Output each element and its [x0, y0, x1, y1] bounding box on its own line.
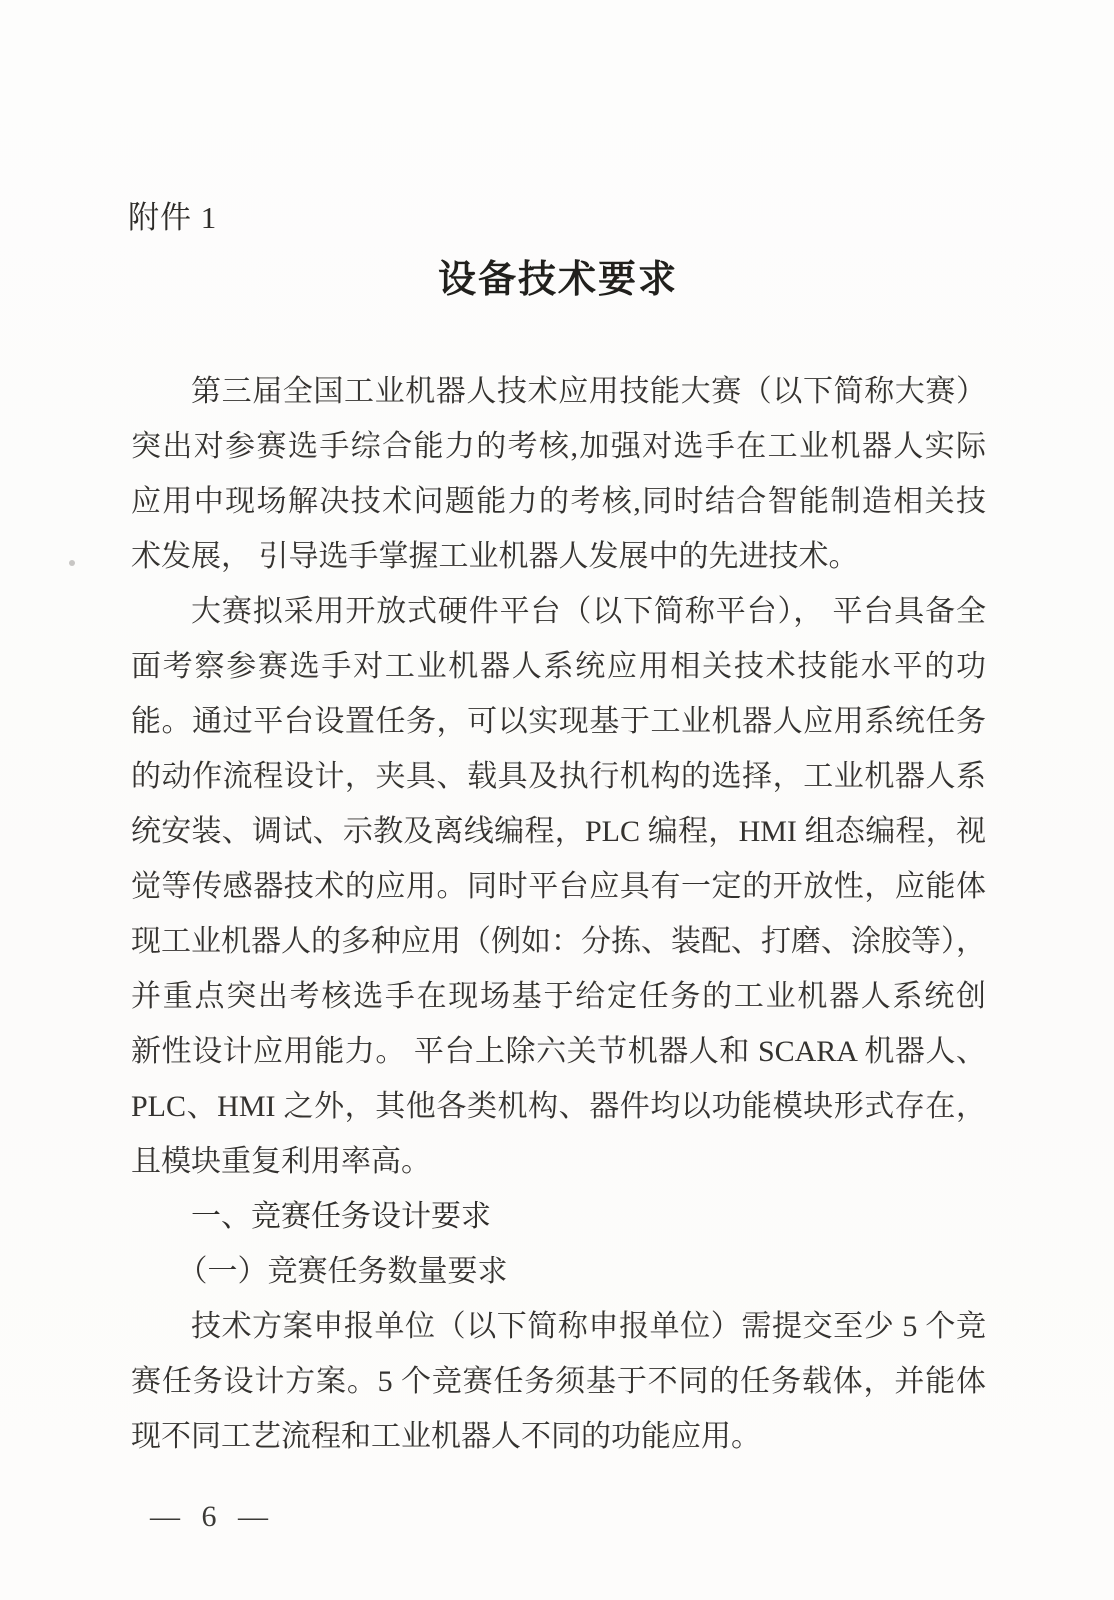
- text-line: 觉等传感器技术的应用。同时平台应具有一定的开放性，应能体: [131, 870, 986, 903]
- text-line: 并重点突出考核选手在现场基于给定任务的工业机器人系统创: [131, 980, 986, 1013]
- text-line: PLC、HMI 之外，其他各类机构、器件均以功能模块形式存在，: [131, 1090, 986, 1123]
- text-line: 第三届全国工业机器人技术应用技能大赛（以下简称大赛）: [191, 375, 986, 408]
- text-line: 赛任务设计方案。5 个竞赛任务须基于不同的任务载体，并能体: [131, 1365, 986, 1398]
- section-heading: 一、竞赛任务设计要求: [191, 1200, 491, 1233]
- text-line: 统安装、调试、示教及离线编程，PLC 编程，HMI 组态编程，视: [131, 815, 986, 848]
- section-heading: （一）竞赛任务数量要求: [177, 1255, 508, 1288]
- attachment-label: 附件 1: [128, 200, 218, 235]
- text-line: 新性设计应用能力。 平台上除六关节机器人和 SCARA 机器人、: [131, 1035, 986, 1068]
- page-number: — 6 —: [150, 1500, 275, 1533]
- text-line: 且模块重复利用率高。: [131, 1145, 431, 1178]
- text-line: 面考察参赛选手对工业机器人系统应用相关技术技能水平的功: [131, 650, 986, 683]
- text-line: 大赛拟采用开放式硬件平台（以下简称平台）， 平台具备全: [191, 595, 986, 628]
- text-line: 现不同工艺流程和工业机器人不同的功能应用。: [131, 1420, 761, 1453]
- document-body: [131, 364, 986, 1464]
- text-line: 突出对参赛选手综合能力的考核,加强对选手在工业机器人实际: [131, 430, 986, 463]
- text-line: 术发展， 引导选手掌握工业机器人发展中的先进技术。: [131, 540, 859, 573]
- text-line: 的动作流程设计，夹具、载具及执行机构的选择，工业机器人系: [131, 760, 986, 793]
- text-line: 技术方案申报单位（以下简称申报单位）需提交至少 5 个竞: [191, 1310, 986, 1343]
- scan-speck: [69, 560, 75, 566]
- text-line: 现工业机器人的多种应用（例如：分拣、装配、打磨、涂胶等），: [131, 925, 986, 958]
- text-line: 应用中现场解决技术问题能力的考核,同时结合智能制造相关技: [131, 485, 986, 518]
- document-title: 设备技术要求: [437, 259, 678, 301]
- text-line: 能。通过平台设置任务，可以实现基于工业机器人应用系统任务: [131, 705, 986, 738]
